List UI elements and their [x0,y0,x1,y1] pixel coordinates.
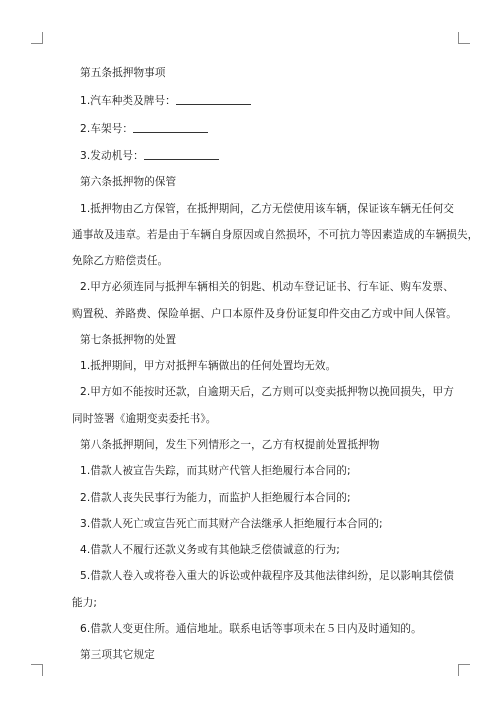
list-item-continuation: 能力; [72,597,98,609]
crop-mark-top-right [458,32,470,44]
list-item: 2.借款人丧失民事行为能力，而监护人拒绝履行本合同的; [80,492,351,504]
paragraph-line: 2.甲方如不能按时还款，自逾期天后，乙方则可以变卖抵押物以挽回损失，甲方 [80,386,454,398]
list-item: 1.借款人被宣告失踪，而其财产代管人拒绝履行本合同的; [80,465,351,477]
list-item: 6.借款人变更住所。通信地址。联系电话等事项未在５日内及时通知的。 [80,623,422,635]
article-6-heading: 第六条抵押物的保管 [80,176,177,188]
vehicle-type-plate-field: 1.汽车种类及牌号： [80,94,251,108]
engine-number-field: 3.发动机号： [80,149,219,163]
frame-number-field: 2.车架号： [80,122,208,136]
article-8-heading: 第八条抵押期间，发生下列情形之一，乙方有权提前处置抵押物 [80,439,380,451]
paragraph-line: 2.甲方必须连同与抵押车辆相关的钥匙、机动车登记证书、行车证、购车发票、 [80,281,454,293]
article-5-heading: 第五条抵押物事项 [80,67,166,79]
paragraph-line: 免除乙方赔偿责任。 [72,255,169,267]
engine-number-blank [144,149,219,160]
paragraph-line: 1.抵押期间，甲方对抵押车辆做出的任何处置均无效。 [80,360,337,372]
paragraph-line: 购置税、养路费、保险单据、户口本原件及身份证复印件交由乙方或中间人保管。 [72,308,457,320]
list-item: 3.借款人死亡或宣告死亡而其财产合法继承人拒绝履行本合同的; [80,518,383,530]
vehicle-type-plate-blank [176,94,251,105]
crop-mark-bottom-right [458,664,470,676]
article-7-heading: 第七条抵押物的处置 [80,334,177,346]
paragraph-line: 通事故及违章。若是由于车辆自身原因或自然损坏，不可抗力等因素造成的车辆损失， [72,229,479,241]
list-item: 4.借款人不履行还款义务或有其他缺乏偿债诚意的行为; [80,544,340,556]
section-3-heading: 第三项其它规定 [80,649,155,661]
paragraph-line: 同时签署《逾期变卖委托书》。 [72,413,217,425]
frame-number-blank [133,122,208,133]
list-item: 5.借款人卷入或将卷入重大的诉讼或仲裁程序及其他法律纠纷，足以影响其偿债 [80,570,454,582]
crop-mark-top-left [31,32,43,44]
crop-mark-bottom-left [31,664,43,676]
paragraph-line: 1.抵押物由乙方保管，在抵押期间，乙方无偿使用该车辆，保证该车辆无任何交 [80,203,454,215]
